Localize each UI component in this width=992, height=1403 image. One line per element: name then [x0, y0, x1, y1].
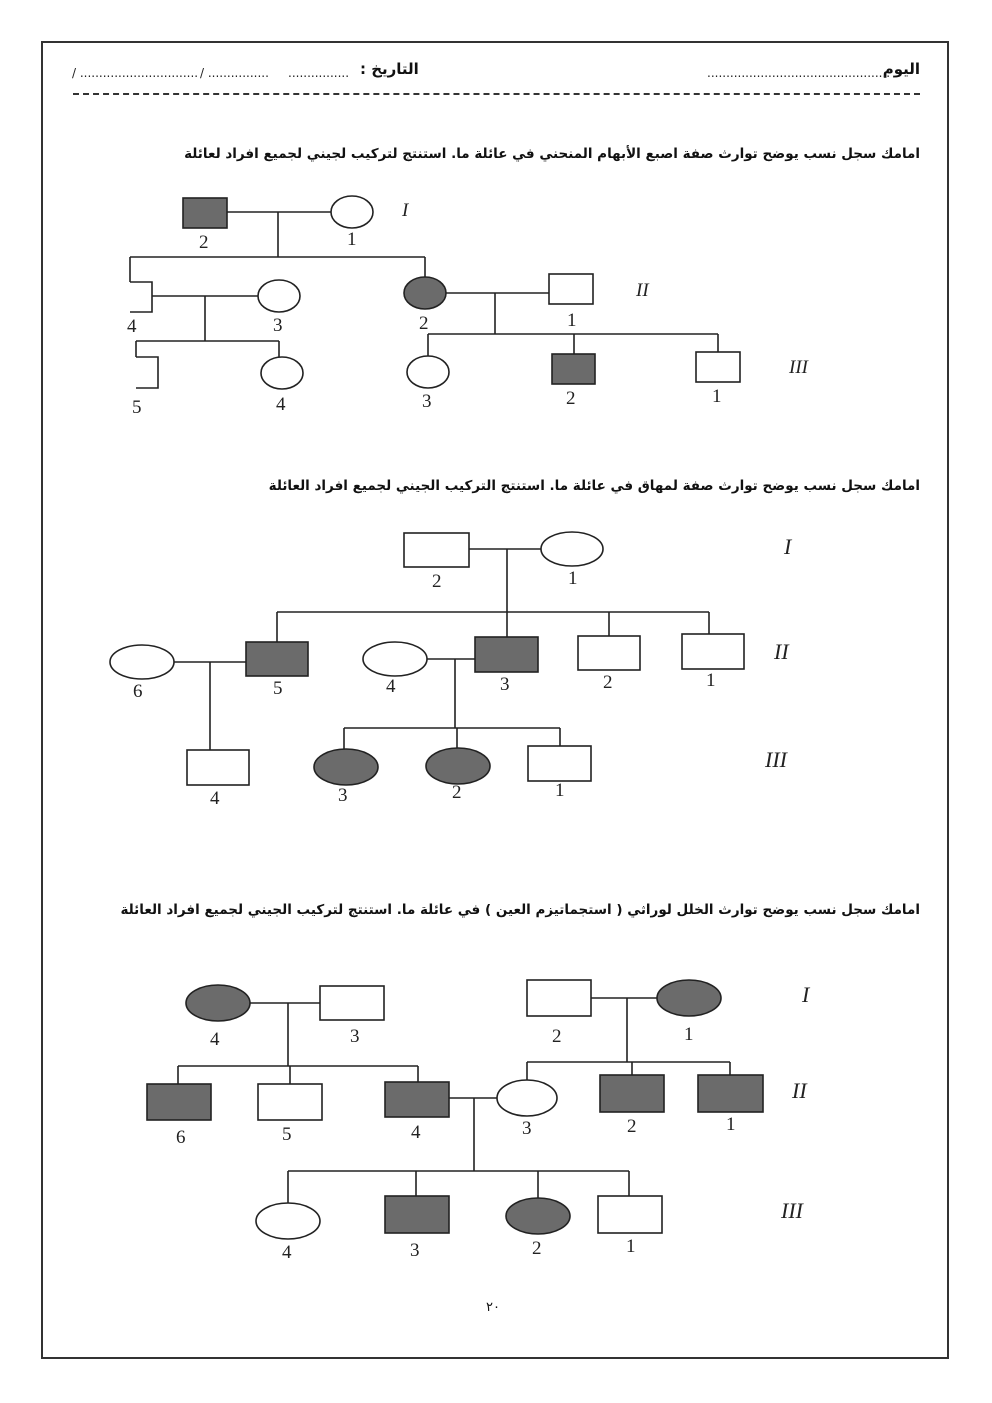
p2-label: 1: [555, 780, 565, 801]
p3-I-1-affected-female: [657, 980, 721, 1016]
p3-II-3-female: [497, 1080, 557, 1116]
p2-label: 2: [452, 782, 462, 803]
p1-gen-III: III: [789, 357, 808, 378]
p3-III-1-male: [598, 1196, 662, 1233]
p3-label: 4: [411, 1122, 421, 1143]
p2-gen-II: II: [774, 639, 789, 664]
p1-II-2-affected-female: [404, 277, 446, 309]
p3-label: 3: [410, 1240, 420, 1261]
p1-label: 1: [567, 310, 577, 331]
p2-label: 3: [338, 785, 348, 806]
p2-label: 4: [386, 676, 396, 697]
p2-III-1-male: [528, 746, 591, 781]
p3-label: 4: [282, 1242, 292, 1263]
p2-II-2-male: [578, 636, 640, 670]
p1-II-4-male: [130, 282, 152, 312]
p3-label: 3: [522, 1118, 532, 1139]
p3-label: 2: [552, 1026, 562, 1047]
p2-I-1-female: [541, 532, 603, 566]
p3-label: 1: [626, 1236, 636, 1257]
p3-II-6-affected-male: [147, 1084, 211, 1120]
p3-I-2-male: [527, 980, 591, 1016]
p1-label: 1: [347, 229, 357, 250]
p3-II-1-affected-male: [698, 1075, 763, 1112]
p1-label: 4: [127, 316, 137, 337]
p2-I-2-male: [404, 533, 469, 567]
p2-II-4-female: [363, 642, 427, 676]
p1-gen-I: I: [402, 200, 409, 221]
p1-III-3-female: [407, 356, 449, 388]
p2-label: 1: [568, 568, 578, 589]
p3-label: 4: [210, 1029, 220, 1050]
p2-label: 1: [706, 670, 716, 691]
p3-label: 5: [282, 1124, 292, 1145]
p1-label: 4: [276, 394, 286, 415]
p1-gen-II: II: [636, 280, 649, 301]
date-part-3: / ...............................: [72, 66, 199, 80]
p2-II-1-male: [682, 634, 744, 669]
p2-III-2-affected-female: [426, 748, 490, 784]
date-part-1: ................: [288, 66, 350, 80]
p1-label: 2: [566, 388, 576, 409]
p1-label: 2: [199, 232, 209, 253]
p3-III-4-female: [256, 1203, 320, 1239]
day-label: اليوم: [882, 60, 920, 78]
p3-label: 6: [176, 1127, 186, 1148]
p1-III-4-female: [261, 357, 303, 389]
p3-I-3-male: [320, 986, 384, 1020]
p3-label: 1: [684, 1024, 694, 1045]
p2-label: 6: [133, 681, 143, 702]
p1-label: 3: [273, 315, 283, 336]
p2-label: 2: [432, 571, 442, 592]
p1-II-1-male: [549, 274, 593, 304]
date-part-2: / ................: [200, 66, 269, 80]
p2-II-5-affected-male: [246, 642, 308, 676]
p3-label: 2: [627, 1116, 637, 1137]
p1-I-1-female: [331, 196, 373, 228]
question-1: امامك سجل نسب يوضح توارث صفة اصبع الأبهام المنحني في عائلة ما. استنتج لتركيب لجيني لجميع افراد لعائلة: [184, 146, 920, 162]
p3-II-4-affected-male: [385, 1082, 449, 1117]
p3-III-2-affected-female: [506, 1198, 570, 1234]
p1-II-3-female: [258, 280, 300, 312]
page-number: ٢٠: [486, 1300, 500, 1315]
p3-III-3-affected-male: [385, 1196, 449, 1233]
p2-gen-III: III: [765, 747, 787, 772]
p3-label: 3: [350, 1026, 360, 1047]
p3-label: 2: [532, 1238, 542, 1259]
p3-gen-III: III: [781, 1198, 803, 1223]
p2-II-3-affected-male: [475, 637, 538, 672]
p1-label: 3: [422, 391, 432, 412]
date-label: التاريخ :: [360, 60, 419, 78]
day-dots: ................................................: [707, 66, 891, 80]
p2-III-3-affected-female: [314, 749, 378, 785]
p2-label: 4: [210, 788, 220, 809]
p3-I-4-affected-female: [186, 985, 250, 1021]
p2-gen-I: I: [784, 534, 792, 559]
p3-II-5-male: [258, 1084, 322, 1120]
p2-III-4-male: [187, 750, 249, 785]
p2-label: 3: [500, 674, 510, 695]
p1-III-5-male: [136, 357, 158, 388]
p3-gen-I: I: [802, 982, 810, 1007]
question-2: امامك سجل نسب يوضح توارث صفة لمهاق في عائلة ما. استنتج التركيب الجيني لجميع افراد العائلة: [268, 478, 920, 494]
p1-label: 2: [419, 313, 429, 334]
p3-label: 1: [726, 1114, 736, 1135]
p1-label: 1: [712, 386, 722, 407]
p1-label: 5: [132, 397, 142, 418]
question-3: امامك سجل نسب يوضح توارث الخلل لوراثي ( استجماتيزم العين ) في عائلة ما. استنتج لتركيب الجيني لجميع افراد العائلة: [120, 902, 920, 918]
p2-label: 5: [273, 678, 283, 699]
p2-label: 2: [603, 672, 613, 693]
p1-III-1-male: [696, 352, 740, 382]
p1-I-2-affected-male: [183, 198, 227, 228]
p3-II-2-affected-male: [600, 1075, 664, 1112]
p2-II-6-female: [110, 645, 174, 679]
p1-III-2-affected-male: [552, 354, 595, 384]
p3-gen-II: II: [792, 1078, 807, 1103]
